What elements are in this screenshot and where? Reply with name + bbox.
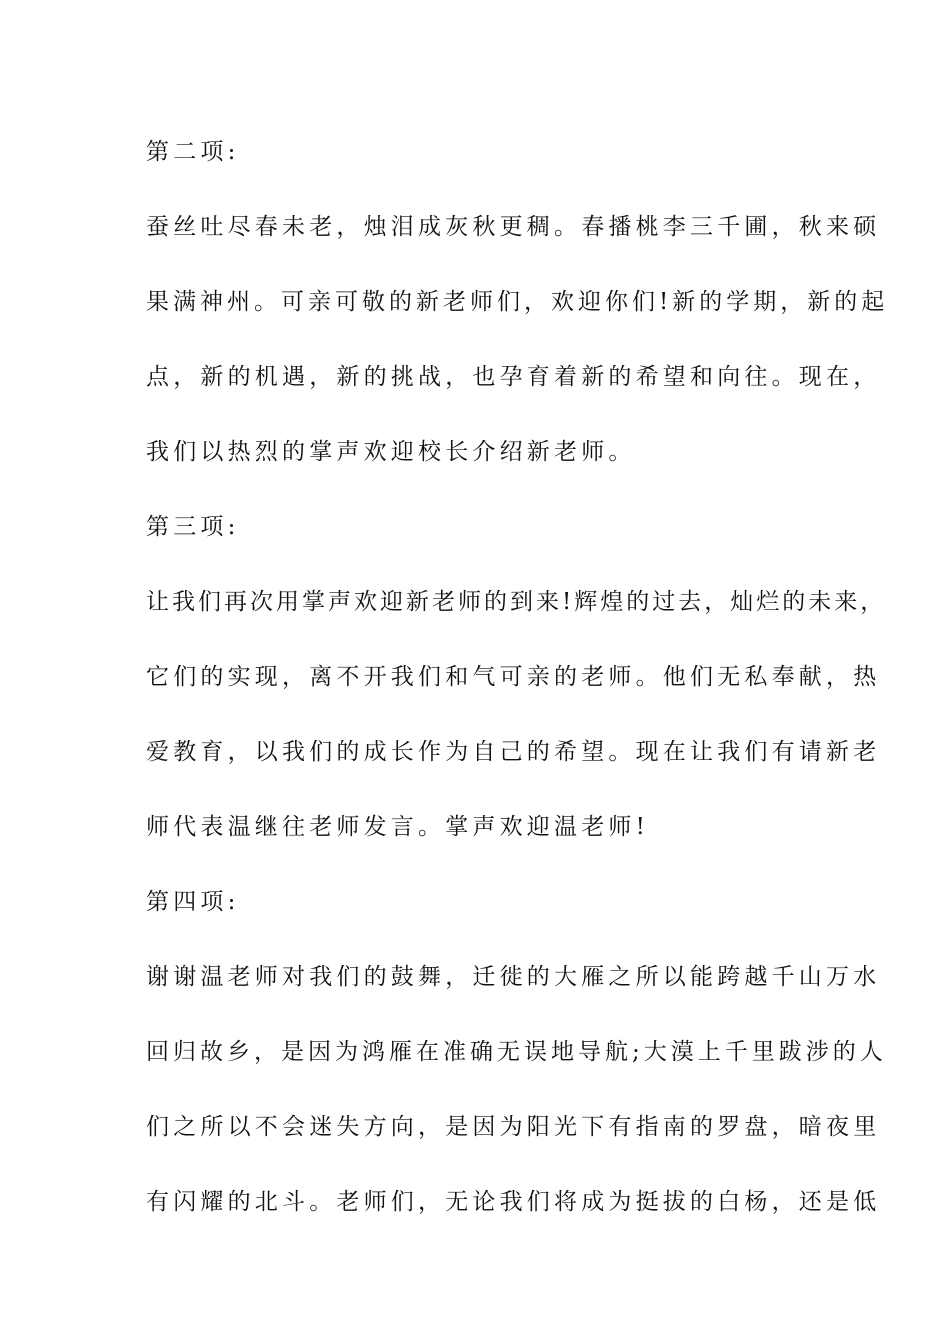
paragraph-line: 爱教育，以我们的成长作为自己的希望。现在让我们有请新老 bbox=[146, 739, 881, 765]
paragraph-line: 们之所以不会迷失方向，是因为阳光下有指南的罗盘，暗夜里 bbox=[146, 1114, 881, 1140]
paragraph-line: 它们的实现，离不开我们和气可亲的老师。他们无私奉献，热 bbox=[146, 664, 881, 690]
section-heading-4: 第四项: bbox=[146, 889, 240, 915]
paragraph-line: 师代表温继往老师发言。掌声欢迎温老师! bbox=[146, 814, 650, 840]
paragraph-line: 让我们再次用掌声欢迎新老师的到来!辉煌的过去，灿烂的未来， bbox=[146, 589, 887, 615]
section-heading-2: 第二项: bbox=[146, 139, 240, 165]
paragraph-line: 回归故乡，是因为鸿雁在准确无误地导航;大漠上千里跋涉的人 bbox=[146, 1039, 887, 1065]
paragraph-line: 点，新的机遇，新的挑战，也孕育着新的希望和向往。现在， bbox=[146, 364, 881, 390]
paragraph-line: 我们以热烈的掌声欢迎校长介绍新老师。 bbox=[146, 439, 636, 465]
paragraph-line: 蚕丝吐尽春未老，烛泪成灰秋更稠。春播桃李三千圃，秋来硕 bbox=[146, 214, 881, 240]
paragraph-line: 谢谢温老师对我们的鼓舞，迁徙的大雁之所以能跨越千山万水 bbox=[146, 964, 881, 990]
paragraph-line: 果满神州。可亲可敬的新老师们，欢迎你们!新的学期，新的起 bbox=[146, 289, 889, 315]
paragraph-line: 有闪耀的北斗。老师们，无论我们将成为挺拔的白杨，还是低 bbox=[146, 1189, 881, 1215]
section-heading-3: 第三项: bbox=[146, 514, 240, 540]
